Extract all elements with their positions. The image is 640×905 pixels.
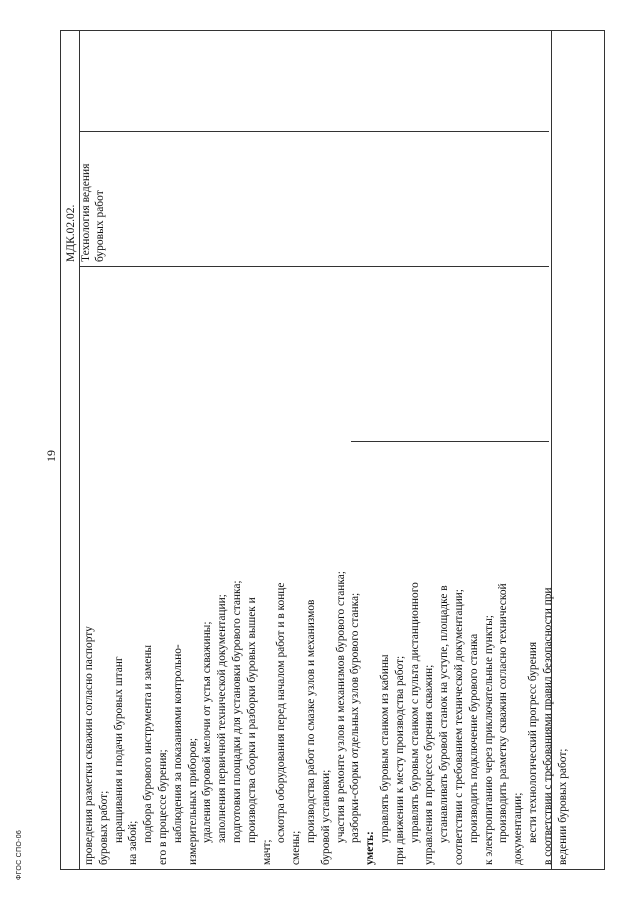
content-line: буровой установки; xyxy=(319,769,332,865)
content-line: заполнения первичной технической документации; xyxy=(216,594,229,843)
content-line: управления в процессе бурения скважин; xyxy=(423,664,436,865)
row-divider-2 xyxy=(79,266,549,267)
content-line: наблюдения за показаниями контрольно- xyxy=(171,644,184,843)
content-line: ведении буровых работ; xyxy=(556,748,569,865)
mdk-title-line2: буровых работ xyxy=(94,190,106,262)
content-line: измерительных приборов; xyxy=(186,737,199,865)
content-line: подбора бурового инструмента и замены xyxy=(142,644,155,843)
content-line: в соответствии с требованиями правил безопасности при xyxy=(541,587,554,865)
content-line: уметь: xyxy=(364,831,377,865)
content-line: управлять буровым станком с пульта дистанционного xyxy=(408,582,421,843)
page-footer: ФГОС СПО-06 xyxy=(16,829,23,880)
row-divider-1 xyxy=(351,441,549,442)
mdk-label xyxy=(64,132,108,262)
mdk-code: МДК.02.02. xyxy=(65,204,77,262)
content-line: смены; xyxy=(290,830,303,865)
content-line: подготовки площадки для установки бурового станка; xyxy=(230,580,243,843)
mdk-title-line1: Технология ведения xyxy=(79,163,92,262)
content-line: устанавливать буровой станок на уступе, площадке в xyxy=(438,585,451,843)
content-line: управлять буровым станком из кабины xyxy=(378,654,391,843)
content-line: при движении к месту производства работ; xyxy=(393,655,406,865)
competency-text-block xyxy=(82,455,570,865)
content-line: удаления буровой мелочи от устья скважины; xyxy=(201,621,214,843)
content-line: вести технологический прогресс бурения xyxy=(526,641,539,843)
page-number: 19 xyxy=(44,450,58,462)
row-divider-3 xyxy=(79,131,549,132)
content-line: наращивания и подачи буровых штанг xyxy=(112,656,125,843)
content-line: осмотра оборудования перед началом работ и в конце xyxy=(275,582,288,843)
content-line: производства работ по смазке узлов и механизмов xyxy=(304,599,317,843)
content-line: соответствии с требованием технической документации; xyxy=(452,589,465,865)
content-line: документации; xyxy=(512,792,525,865)
content-line: производства сборки и разборки буровых вышек и xyxy=(245,597,258,843)
content-line: участия в ремонте узлов и механизмов бурового станка; xyxy=(334,571,347,843)
content-line: мачт; xyxy=(260,839,273,865)
content-line: проведения разметки скважин согласно паспорту xyxy=(83,626,95,865)
content-line: на забой; xyxy=(127,820,140,865)
content-line: буровых работ; xyxy=(97,790,110,865)
content-line: производить подключение бурового станка xyxy=(467,633,480,843)
content-line: производить разметку скважин согласно технической xyxy=(497,583,510,843)
content-line: к электропитанию через приключательные пункты; xyxy=(482,615,495,865)
content-line: разборки-сборки отдельных узлов бурового станка; xyxy=(349,592,362,843)
content-line: его в процессе бурения; xyxy=(156,749,169,865)
